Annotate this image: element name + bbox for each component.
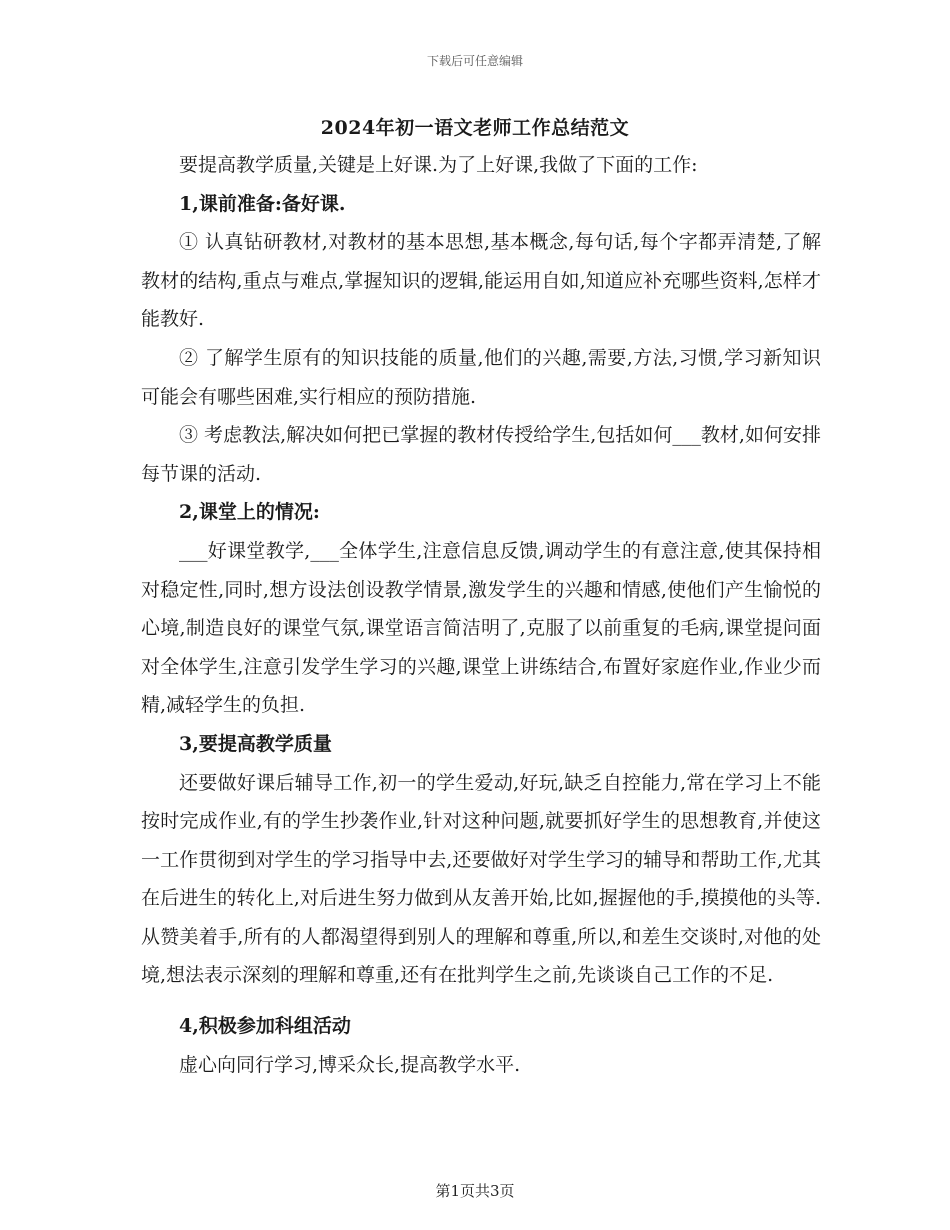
section1-item-3: ③ 考虑教法,解决如何把已掌握的教材传授给学生,包括如何___教材,如何安排每节课的活动. — [141, 424, 821, 485]
page-header-note: 下载后可任意编辑 — [426, 54, 523, 68]
page-number: 第1页共3页 — [435, 1182, 515, 1200]
section3-paragraph: 还要做好课后辅导工作,初一的学生爱动,好玩,缺乏自控能力,常在学习上不能按时完成作业,有的学生抄袭作业,针对这种问题,就要抓好学生的思想教育,并使这一工作贯彻到对学生的学习指导中去,还要做好对学生学习的辅导和帮助工作,尤其在后进生的转化上,对后进生努力做到从友善开始,比如,握握他的手,摸摸他的头等.从赞美着手,所有的人都渴望得到别人的理解和尊重,所以,和差生交谈时,对他的处境,想法表示深刻的理解和尊重,还有在批判学生之前,先谈谈自己工作的不足. — [141, 771, 821, 987]
document-body — [141, 146, 821, 1084]
section1-item-2: ② 了解学生原有的知识技能的质量,他们的兴趣,需要,方法,习惯,学习新知识可能会有哪些困难,实行相应的预防措施. — [141, 346, 821, 408]
intro-paragraph: 要提高教学质量,关键是上好课.为了上好课,我做了下面的工作: — [179, 154, 698, 176]
section3-heading: 3,要提高教学质量 — [179, 732, 332, 755]
section2-heading: 2,课堂上的情况: — [179, 501, 320, 524]
section1-heading: 1,课前准备:备好课. — [179, 192, 346, 215]
document-title: 2024年初一语文老师工作总结范文 — [320, 117, 630, 139]
section1-item-1: ① 认真钻研教材,对教材的基本思想,基本概念,每句话,每个字都弄清楚,了解教材的结构,重点与难点,掌握知识的逻辑,能运用自如,知道应补充哪些资料,怎样才能教好. — [141, 231, 821, 331]
section4-heading: 4,积极参加科组活动 — [179, 1015, 351, 1038]
section-spacer — [141, 995, 821, 1007]
section4-paragraph: 虚心向同行学习,博采众长,提高教学水平. — [179, 1053, 521, 1076]
section2-paragraph: ___好课堂教学,___全体学生,注意信息反馈,调动学生的有意注意,使其保持相对稳定性,同时,想方设法创设教学情景,激发学生的兴趣和情感,使他们产生愉悦的心境,制造良好的课堂气氛,课堂语言简洁明了,克服了以前重复的毛病,课堂提问面对全体学生,注意引发学生学习的兴趣,课堂上讲练结合,布置好家庭作业,作业少而精,减轻学生的负担. — [141, 539, 821, 717]
